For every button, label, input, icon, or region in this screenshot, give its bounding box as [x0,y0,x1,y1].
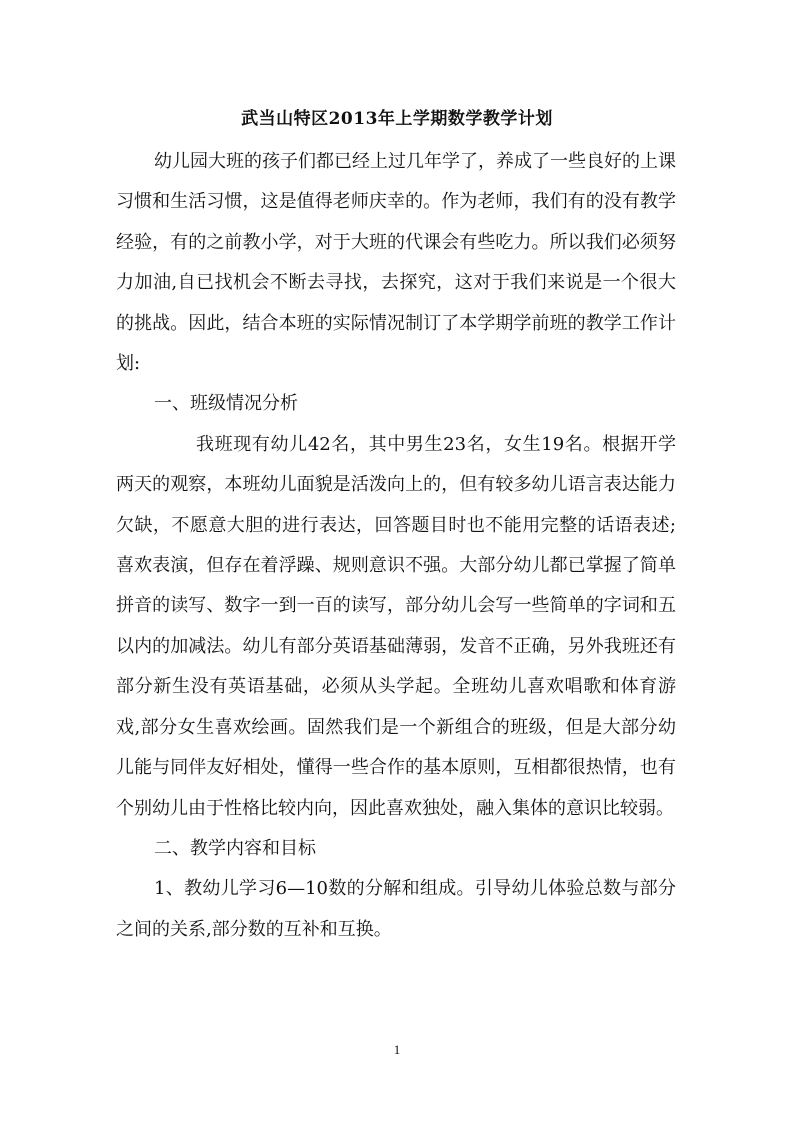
section-heading-class-analysis: 一、班级情况分析 [154,393,298,415]
page-number: 1 [393,1042,401,1057]
section-heading-content-goals: 二、教学内容和目标 [154,837,316,859]
document-body [116,142,676,950]
intro-paragraph: 幼儿园大班的孩子们都已经上过几年学了，养成了一些良好的上课习惯和生活习惯，这是值得老师庆幸的。作为老师，我们有的没有教学经验，有的之前教小学，对于大班的代课会有些吃力。所以我们必须努力加油,自已找机会不断去寻找，去探究，这对于我们来说是一个很大的挑战。因此，结合本班的实际情况制订了本学期学前班的教学工作计划: [116,151,676,375]
document-title: 武当山特区2013年上学期数学教学计划 [241,109,553,129]
goal-item-1: 1、教幼儿学习6—10数的分解和组成。引导幼儿体验总数与部分之间的关系,部分数的互补和互换。 [116,878,676,940]
class-analysis-paragraph: 我班现有幼儿42名，其中男生23名，女生19名。根据开学两天的观察，本班幼儿面貌是活泼向上的，但有较多幼儿语言表达能力欠缺，不愿意大胆的进行表达，回答题目时也不能用完整的话语表述; 喜欢表演，但存在着浮躁、规则意识不强。大部分幼儿都已掌握了简单拼音的读写、数字一到一百的读写，部分幼儿会写一些简单的字词和五以内的加减法。幼儿有部分英语基础薄弱，发音不正确，另外我班还有部分新生没有英语基础，必须从头学起。全班幼儿喜欢唱歌和体育游戏,部分女生喜欢绘画。固然我们是一个新组合的班级，但是大部分幼儿能与同伴友好相处，懂得一些合作的基本原则，互相都很热情，也有个别幼儿由于性格比较内向，因此喜欢独处，融入集体的意识比较弱。 [116,433,676,819]
